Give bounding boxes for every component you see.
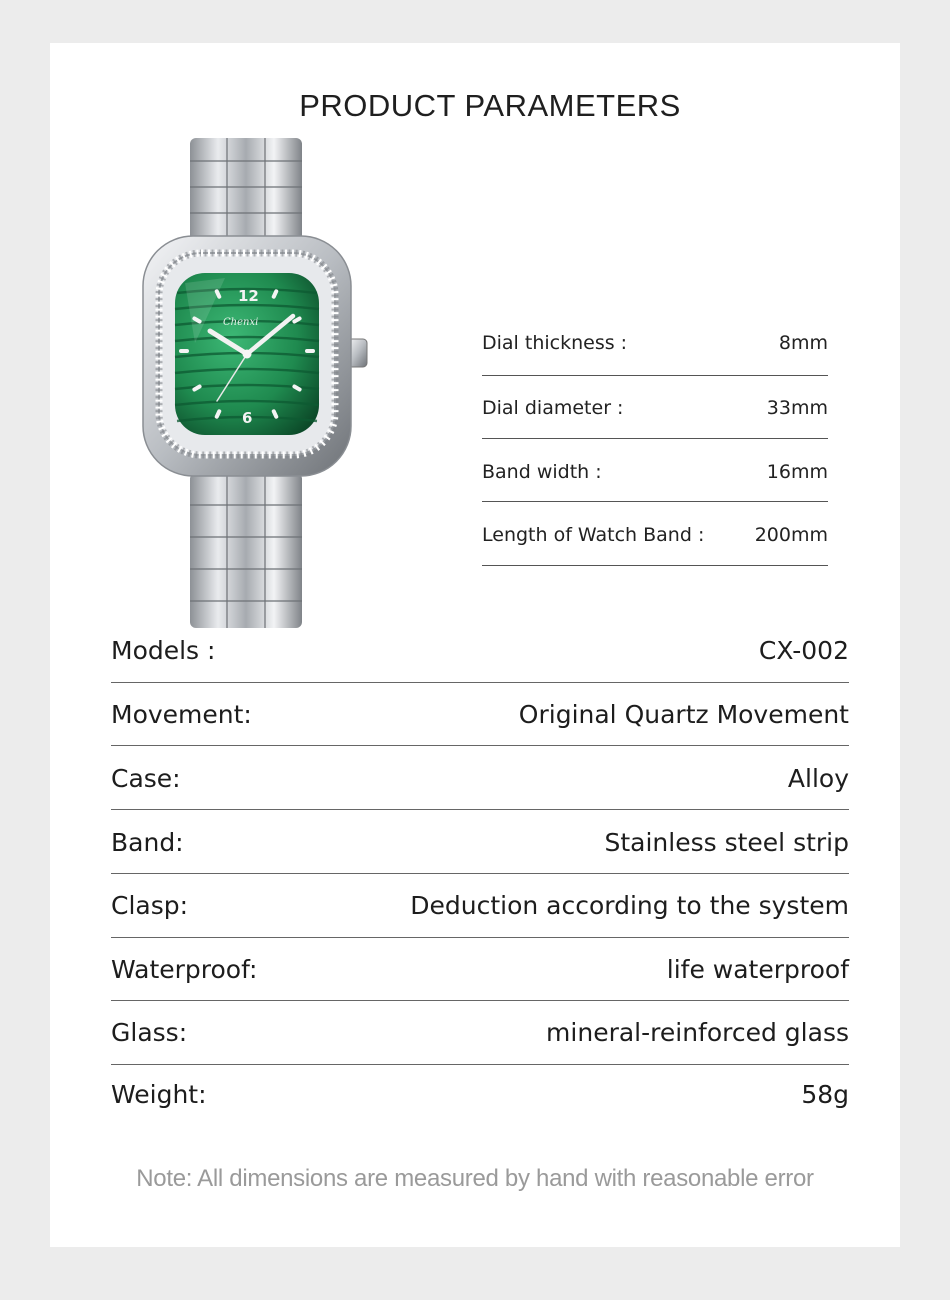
dimension-row-dial-diameter [482, 397, 828, 439]
spec-row-movement [111, 700, 849, 746]
spec-label: Movement: [111, 700, 252, 729]
spec-row-clasp [111, 891, 849, 938]
spec-label: Weight: [111, 1080, 207, 1109]
spec-value: Deduction according to the system [410, 891, 849, 920]
dimension-row-band-width [482, 461, 828, 502]
spec-label: Glass: [111, 1018, 188, 1047]
dimension-value: 33mm [766, 397, 828, 419]
spec-label: Case: [111, 764, 181, 793]
dimension-label: Band width : [482, 461, 602, 483]
spec-row-glass [111, 1018, 849, 1065]
watch-image [135, 133, 375, 633]
spec-label: Clasp: [111, 891, 189, 920]
svg-text:6: 6 [242, 409, 253, 427]
spec-row-band [111, 828, 849, 874]
spec-row-models [111, 636, 849, 683]
spec-label: Band: [111, 828, 184, 857]
spec-value: Alloy [787, 764, 849, 793]
dimension-value: 16mm [766, 461, 828, 483]
spec-row-weight [111, 1080, 849, 1120]
spec-value: life waterproof [666, 955, 849, 984]
dimension-value: 8mm [778, 332, 828, 354]
dimension-label: Dial diameter : [482, 397, 624, 419]
spec-value: mineral-reinforced glass [546, 1018, 849, 1047]
spec-value: 58g [801, 1080, 849, 1109]
page-title: PRODUCT PARAMETERS [299, 88, 681, 123]
spec-label: Waterproof: [111, 955, 258, 984]
spec-value: Stainless steel strip [604, 828, 849, 857]
spec-row-case [111, 764, 849, 810]
spec-value: CX-002 [758, 636, 849, 665]
measurement-note: Note: All dimensions are measured by hand with reasonable error [136, 1165, 814, 1192]
dimension-value: 200mm [754, 524, 828, 546]
dimension-row-dial-thickness [482, 332, 828, 376]
spec-row-waterproof [111, 955, 849, 1001]
lower-band [190, 473, 302, 628]
spec-value: Original Quartz Movement [518, 700, 849, 729]
spec-label: Models : [111, 636, 216, 665]
dimension-row-band-length [482, 524, 828, 566]
upper-band [190, 138, 302, 246]
dial-brand-logo: Chenxi [223, 317, 259, 328]
dimension-label: Length of Watch Band : [482, 524, 705, 546]
dimension-label: Dial thickness : [482, 332, 628, 354]
svg-text:12: 12 [238, 287, 259, 305]
